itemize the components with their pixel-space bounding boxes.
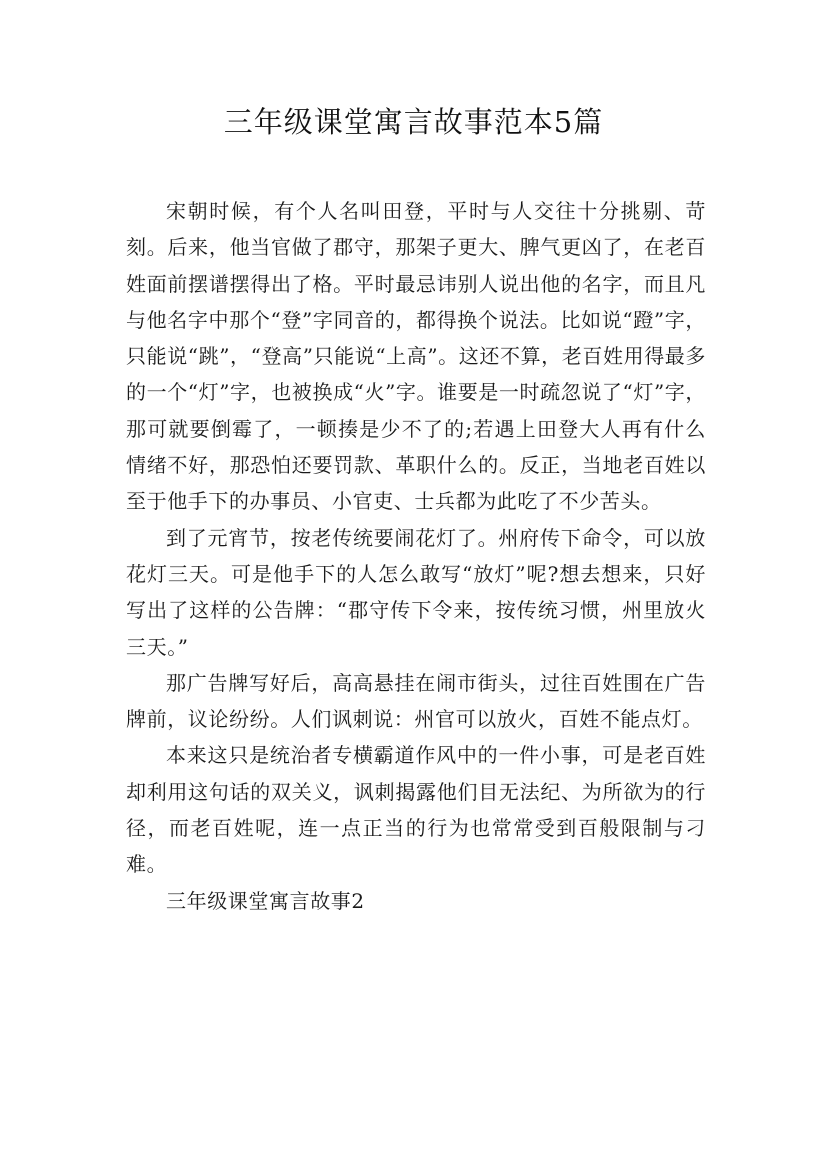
paragraph-3: 那广告牌写好后，高高悬挂在闹市街头，过往百姓围在广告牌前，议论纷纷。人们讽刺说：州官可以放火，百姓不能点灯。 bbox=[126, 670, 706, 732]
paragraph-2: 到了元宵节，按老传统要闹花灯了。州府传下命令，可以放花灯三天。可是他手下的人怎么敢写“放灯”呢?想去想来，只好写出了这样的公告牌：“郡守传下令来，按传统习惯，州里放火三天。” bbox=[126, 525, 706, 659]
section-heading-2: 三年级课堂寓言故事2 bbox=[166, 888, 365, 913]
document-title: 三年级课堂寓言故事范本5篇 bbox=[223, 105, 604, 139]
document-body bbox=[126, 193, 706, 919]
paragraph-4: 本来这只是统治者专横霸道作风中的一件小事，可是老百姓却利用这句话的双关义，讽刺揭露他们目无法纪、为所欲为的行径，而老百姓呢，连一点正当的行为也常常受到百般限制与刁难。 bbox=[126, 743, 706, 877]
paragraph-1: 宋朝时候，有个人名叫田登，平时与人交往十分挑剔、苛刻。后来，他当官做了郡守，那架子更大、脾气更凶了，在老百姓面前摆谱摆得出了格。平时最忌讳别人说出他的名字，而且凡与他名字中那个“登”字同音的，都得换个说法。比如说“蹬”字，只能说“跳”，“登高”只能说“上高”。这还不算，老百姓用得最多的一个“灯”字，也被换成“火”字。谁要是一时疏忽说了“灯”字，那可就要倒霉了，一顿揍是少不了的;若遇上田登大人再有什么情绪不好，那恐怕还要罚款、革职什么的。反正，当地老百姓以至于他手下的办事员、小官吏、士兵都为此吃了不少苦头。 bbox=[126, 199, 706, 514]
